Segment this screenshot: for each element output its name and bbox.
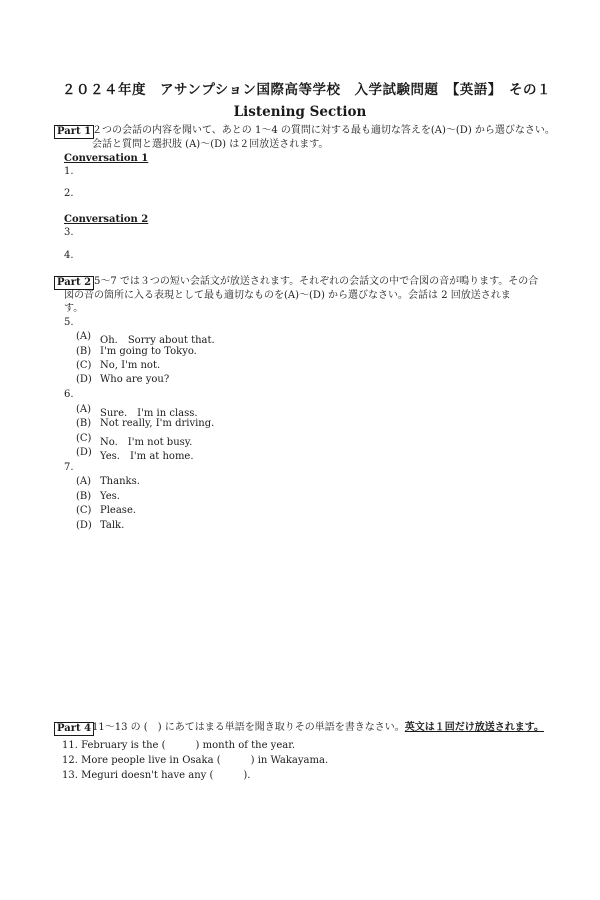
part2-tag: Part 2	[54, 276, 94, 290]
question-3-number: 3.	[64, 227, 74, 238]
part1-tag: Part 1	[54, 125, 94, 139]
q6-option-d-text: Yes. I'm at home.	[100, 451, 194, 462]
section-title: Listening Section	[233, 104, 367, 120]
q7-option-d-text: Talk.	[100, 520, 125, 531]
conversation2-heading: Conversation 2	[64, 214, 149, 225]
q5-option-d-label: (D)	[76, 374, 92, 385]
question-1-number: 1.	[64, 166, 74, 177]
q6-option-a-text: Sure. I'm in class.	[100, 408, 198, 419]
q7-option-c-label: (C)	[76, 505, 92, 516]
question-6-number: 6.	[64, 389, 74, 400]
q5-option-a-label: (A)	[76, 331, 92, 342]
question-7-number: 7.	[64, 462, 74, 473]
q6-option-b-text: Not really, I'm driving.	[100, 418, 215, 429]
question-13: 13. Meguri doesn't have any ( ).	[62, 770, 251, 781]
q7-option-b-text: Yes.	[100, 491, 120, 502]
part2-instruction-line2: 図の音の箇所に入る表現として最も適切なものを(A)～(D) から選びなさい。会話は 2 回放送されま	[64, 290, 511, 301]
q5-option-d-text: Who are you?	[100, 374, 170, 385]
q7-option-d-label: (D)	[76, 520, 92, 531]
part4-instruction	[92, 721, 544, 734]
q5-option-c-text: No, I'm not.	[100, 360, 161, 371]
q7-option-c-text: Please.	[100, 505, 137, 516]
q6-option-c-text: No. I'm not busy.	[100, 437, 193, 448]
q7-option-a-text: Thanks.	[100, 476, 140, 487]
q5-option-a-text: Oh. Sorry about that.	[100, 335, 215, 346]
page-title: ２０２４年度 アサンプション国際高等学校 入学試験問題 【英語】 その１	[62, 82, 552, 98]
question-11: 11. February is the ( ) month of the year.	[62, 740, 296, 751]
q6-option-c-label: (C)	[76, 433, 92, 444]
question-12: 12. More people live in Osaka ( ) in Wakayama.	[62, 755, 329, 766]
q5-option-b-text: I'm going to Tokyo.	[100, 346, 197, 357]
q6-option-a-label: (A)	[76, 404, 92, 415]
q7-option-b-label: (B)	[76, 491, 92, 502]
part1-instruction-line1: ２つの会話の内容を聞いて、あとの 1～4 の質問に対する最も適切な答えを(A)～(D) から選びなさい。	[92, 125, 555, 136]
conversation1-heading: Conversation 1	[64, 153, 149, 164]
q6-option-d-label: (D)	[76, 447, 92, 458]
part4-tag: Part 4	[54, 722, 94, 736]
part4-instruction-emphasis: 英文は１回だけ放送されます。	[404, 722, 544, 733]
q5-option-b-label: (B)	[76, 346, 92, 357]
part1-instruction-line2: 会話と質問と選択肢 (A)～(D) は２回放送されます。	[92, 139, 329, 150]
question-2-number: 2.	[64, 188, 74, 199]
q6-option-b-label: (B)	[76, 418, 92, 429]
part2-instruction-line3: す。	[64, 303, 84, 314]
part2-instruction-line1: 5～7 では３つの短い会話文が放送されます。それぞれの会話文の中で合図の音が鳴ります。その合	[94, 276, 539, 287]
question-4-number: 4.	[64, 250, 74, 261]
q7-option-a-label: (A)	[76, 476, 92, 487]
question-5-number: 5.	[64, 317, 74, 328]
part4-instruction-main: 11～13 の ( ) にあてはまる単語を聞き取りその単語を書きなさい。	[92, 722, 405, 733]
q5-option-c-label: (C)	[76, 360, 92, 371]
